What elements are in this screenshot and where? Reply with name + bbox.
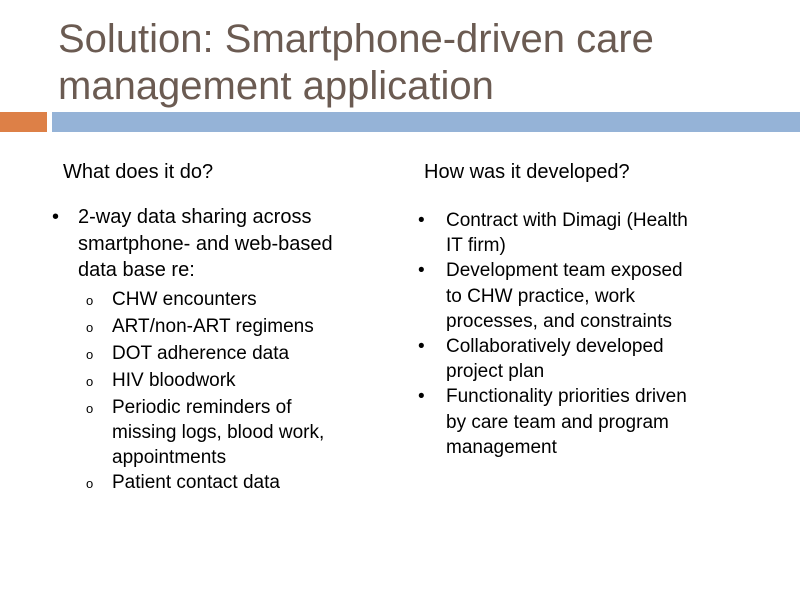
left-sub-item: [52, 341, 382, 368]
left-sub-text: CHW encounters: [112, 288, 257, 310]
right-item: [418, 208, 748, 258]
sub-bullet-icon: o: [86, 346, 94, 362]
left-sub-item: [52, 314, 382, 341]
sub-bullet-icon: o: [86, 475, 94, 491]
right-column: [418, 208, 748, 460]
left-sub-item: [52, 395, 382, 470]
left-sub-text: Periodic reminders of missing logs, blood work, appointments: [112, 396, 325, 468]
left-column-heading: What does it do?: [63, 161, 214, 183]
left-sub-item: [52, 368, 382, 395]
right-item: [418, 334, 748, 384]
bullet-icon: •: [52, 206, 60, 228]
sub-bullet-icon: o: [86, 292, 94, 308]
right-text: Collaboratively developed project plan: [446, 336, 664, 383]
left-sub-item: [52, 470, 382, 497]
left-sub-text: HIV bloodwork: [112, 369, 236, 391]
left-sub-text: Patient contact data: [112, 471, 280, 493]
left-main-text: 2-way data sharing across smartphone- and web-based data base re:: [78, 206, 333, 281]
right-text: Development team exposed to CHW practice, work processes, and constraints: [446, 260, 683, 332]
bullet-icon: •: [418, 210, 425, 231]
left-column: [52, 204, 382, 497]
left-sub-item: [52, 287, 382, 314]
right-item: [418, 384, 748, 460]
left-sub-list: [52, 287, 382, 497]
slide-title: [58, 16, 778, 110]
accent-bar-blue: [52, 112, 800, 132]
bullet-icon: •: [418, 386, 425, 408]
left-main-bullet: [52, 204, 382, 284]
title-line-2: management application: [58, 64, 494, 108]
right-text: Functionality priorities driven by care team and program management: [446, 386, 687, 458]
bullet-icon: •: [418, 336, 425, 358]
left-sub-text: ART/non-ART regimens: [112, 315, 314, 337]
bullet-icon: •: [418, 260, 425, 282]
sub-bullet-icon: o: [86, 400, 94, 416]
sub-bullet-icon: o: [86, 373, 94, 389]
title-line-1: Solution: Smartphone-driven care: [58, 17, 654, 61]
right-text: Contract with Dimagi (Health IT firm): [446, 210, 688, 257]
left-sub-text: DOT adherence data: [112, 342, 290, 364]
sub-bullet-icon: o: [86, 319, 94, 335]
right-item: [418, 258, 748, 334]
accent-bar-orange: [0, 112, 47, 132]
right-column-heading: How was it developed?: [424, 161, 630, 183]
